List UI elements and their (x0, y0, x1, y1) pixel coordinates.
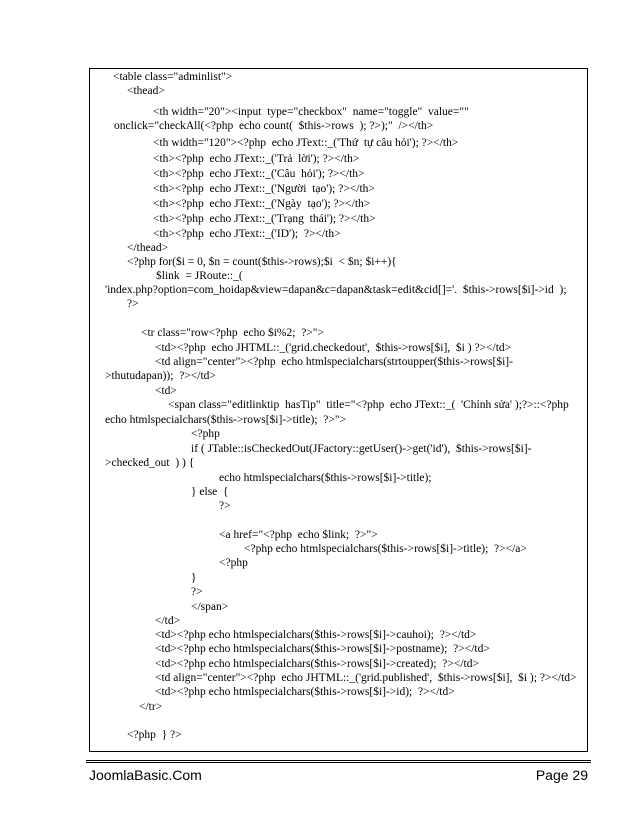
code-line: </tr> (139, 701, 163, 713)
code-line: <th><?php echo JText::_('Trả lời'); ?></th> (153, 153, 360, 165)
footer-site-name: JoomlaBasic.Com (89, 767, 202, 783)
code-line: onclick="checkAll(<?php echo count( $this->rows ); ?>);" /></th> (114, 120, 434, 132)
code-line: } else { (191, 486, 229, 498)
code-line: <thead> (127, 85, 165, 97)
code-line: <span class="editlinktip hasTip" title="<?php echo JText::_( 'Chỉnh sửa' );?>::<?php (168, 399, 569, 411)
code-line: <td><?php echo htmlspecialchars($this->rows[$i]->cauhoi); ?></td> (155, 629, 477, 641)
code-line: echo htmlspecialchars($this->rows[$i]->title); ?>"> (105, 414, 347, 426)
code-line: 'index.php?option=com_hoidap&view=dapan&c=dapan&task=edit&cid[]='. $this->rows[$i]->id ); (105, 284, 567, 296)
code-line: <th><?php echo JText::_('Câu hỏi'); ?></th> (153, 168, 365, 180)
code-line: </td> (155, 615, 181, 627)
code-line: <th><?php echo JText::_('Người tạo'); ?></th> (153, 183, 375, 195)
code-line: <td><?php echo htmlspecialchars($this->rows[$i]->postname); ?></td> (155, 643, 490, 655)
code-line: <th><?php echo JText::_('Trạng thái'); ?></th> (153, 213, 376, 225)
code-line: </span> (191, 601, 229, 613)
code-line: <?php for($i = 0, $n = count($this->rows);$i < $n; $i++){ (127, 256, 397, 268)
code-line: <table class="adminlist"> (113, 71, 233, 83)
code-line: <td> (155, 385, 177, 397)
code-line: <th width="20"><input type="checkbox" name="toggle" value="" (153, 106, 469, 118)
code-line: <th><?php echo JText::_('ID'); ?></th> (153, 228, 341, 240)
code-line: <?php } ?> (127, 729, 182, 741)
code-line: <td><?php echo JHTML::_('grid.checkedout', $this->rows[$i], $i ) ?></td> (155, 342, 512, 354)
code-line: if ( JTable::isCheckedOut(JFactory::getUser()->get('id'), $this->rows[$i]- (191, 443, 532, 455)
code-line: } (191, 572, 197, 584)
code-line: <?php (191, 428, 220, 440)
code-line: >thutudapan)); ?></td> (105, 370, 216, 382)
code-line: ?> (127, 298, 139, 310)
code-line: <th><?php echo JText::_('Ngày tạo'); ?></th> (153, 198, 371, 210)
code-line: </thead> (127, 242, 169, 254)
code-line: ?> (219, 500, 231, 512)
code-line: >checked_out ) ) { (105, 457, 195, 469)
code-line: echo htmlspecialchars($this->rows[$i]->title); (219, 472, 432, 484)
code-line: <a href="<?php echo $link; ?>"> (219, 529, 378, 541)
code-line: <td><?php echo htmlspecialchars($this->rows[$i]->id); ?></td> (155, 686, 455, 698)
code-line: ?> (191, 586, 203, 598)
code-line: <tr class="row<?php echo $i%2; ?>"> (141, 327, 324, 339)
code-line: <?php echo htmlspecialchars($this->rows[$i]->title); ?></a> (244, 543, 527, 555)
code-line: <td><?php echo htmlspecialchars($this->rows[$i]->created); ?></td> (155, 658, 479, 670)
page-number: Page 29 (535, 767, 588, 783)
footer-divider (86, 760, 591, 763)
code-line: <th width="120"><?php echo JText::_('Thứ tự câu hỏi'); ?></th> (153, 137, 459, 149)
code-line: <td align="center"><?php echo htmlspecialchars(strtoupper($this->rows[$i]- (155, 356, 513, 368)
code-line: $link = JRoute::_( (156, 270, 243, 282)
code-line: <?php (219, 557, 248, 569)
code-line: <td align="center"><?php echo JHTML::_('grid.published', $this->rows[$i], $i ); ?></td> (155, 672, 577, 684)
